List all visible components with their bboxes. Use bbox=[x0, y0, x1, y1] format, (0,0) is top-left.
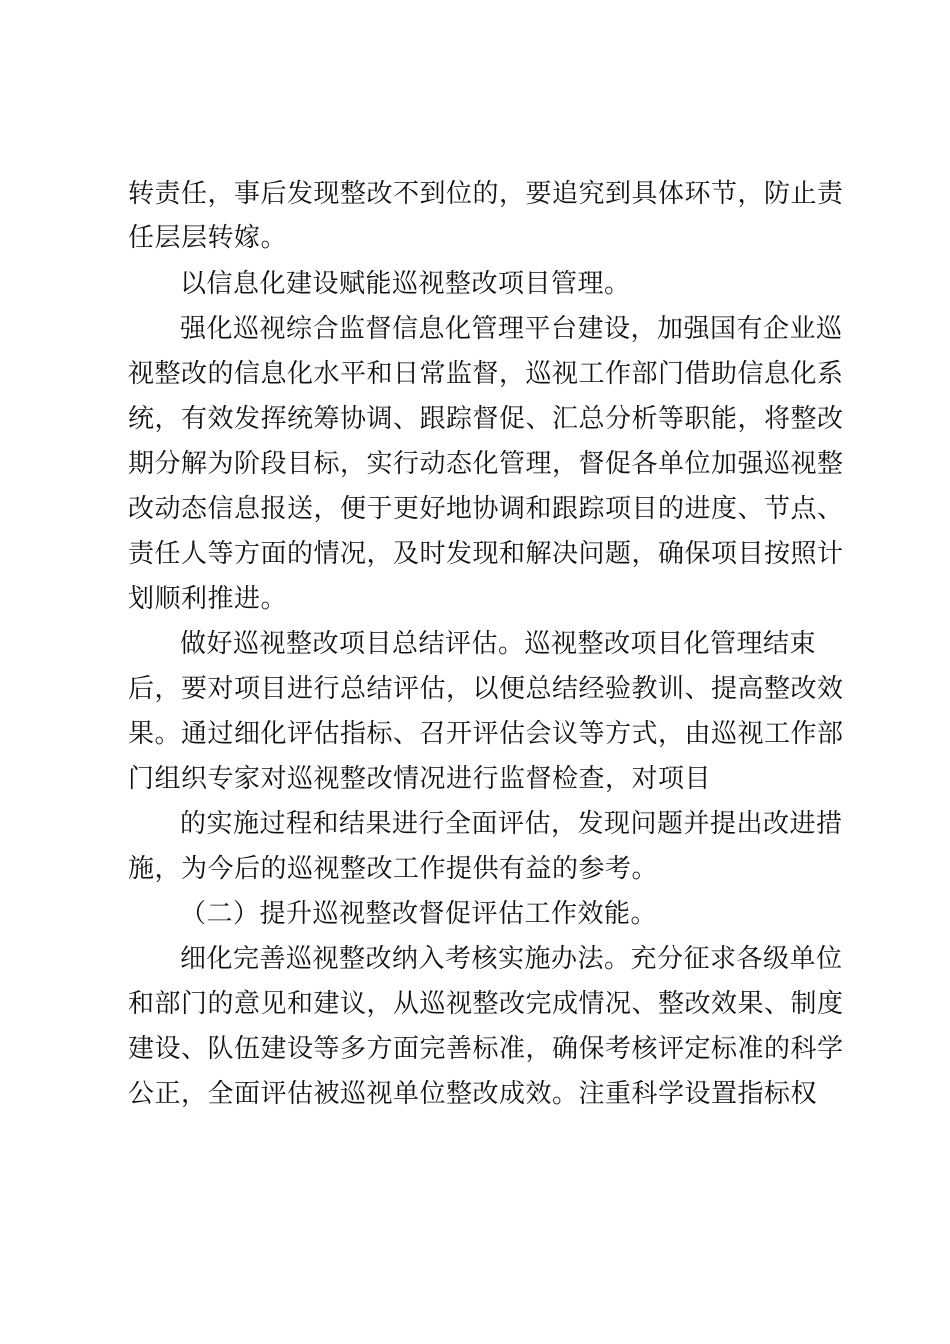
section-heading: 以信息化建设赋能巡视整改项目管理。 bbox=[180, 269, 631, 299]
text-line: 视整改的信息化水平和日常监督，巡视工作部门借助信息化系 bbox=[128, 359, 844, 389]
text-line: 建设、队伍建设等多方面完善标准，确保考核评定标准的科学 bbox=[128, 1034, 844, 1064]
text-line: 门组织专家对巡视整改情况进行监督检查，对项目 bbox=[128, 764, 712, 794]
text-line: 任层层转嫁。 bbox=[128, 223, 288, 253]
text-line: 公正，全面评估被巡视单位整改成效。注重科学设置指标权 bbox=[128, 1079, 818, 1109]
text-line: 后，要对项目进行总结评估，以便总结经验教训、提高整改效 bbox=[128, 674, 844, 704]
text-line: 责任人等方面的情况，及时发现和解决问题，确保项目按照计 bbox=[128, 539, 844, 569]
text-line: 改动态信息报送，便于更好地协调和跟踪项目的进度、节点、 bbox=[128, 494, 844, 524]
text-line: 的实施过程和结果进行全面评估，发现问题并提出改进措 bbox=[180, 809, 843, 839]
text-line: 统，有效发挥统筹协调、跟踪督促、汇总分析等职能，将整改 bbox=[128, 404, 844, 434]
text-line: 和部门的意见和建议，从巡视整改完成情况、整改效果、制度 bbox=[128, 989, 844, 1019]
text-line: 细化完善巡视整改纳入考核实施办法。充分征求各级单位 bbox=[180, 944, 843, 974]
section-heading: （二）提升巡视整改督促评估工作效能。 bbox=[180, 899, 658, 929]
text-line: 转责任，事后发现整改不到位的，要追究到具体环节，防止责 bbox=[128, 179, 844, 209]
text-line: 施，为今后的巡视整改工作提供有益的参考。 bbox=[128, 854, 659, 884]
text-line: 期分解为阶段目标，实行动态化管理，督促各单位加强巡视整 bbox=[128, 449, 844, 479]
text-line: 强化巡视综合监督信息化管理平台建设，加强国有企业巡 bbox=[180, 314, 843, 344]
text-line: 划顺利推进。 bbox=[128, 584, 288, 614]
text-line: 做好巡视整改项目总结评估。巡视整改项目化管理结束 bbox=[180, 629, 817, 659]
text-line: 果。通过细化评估指标、召开评估会议等方式，由巡视工作部 bbox=[128, 719, 844, 749]
